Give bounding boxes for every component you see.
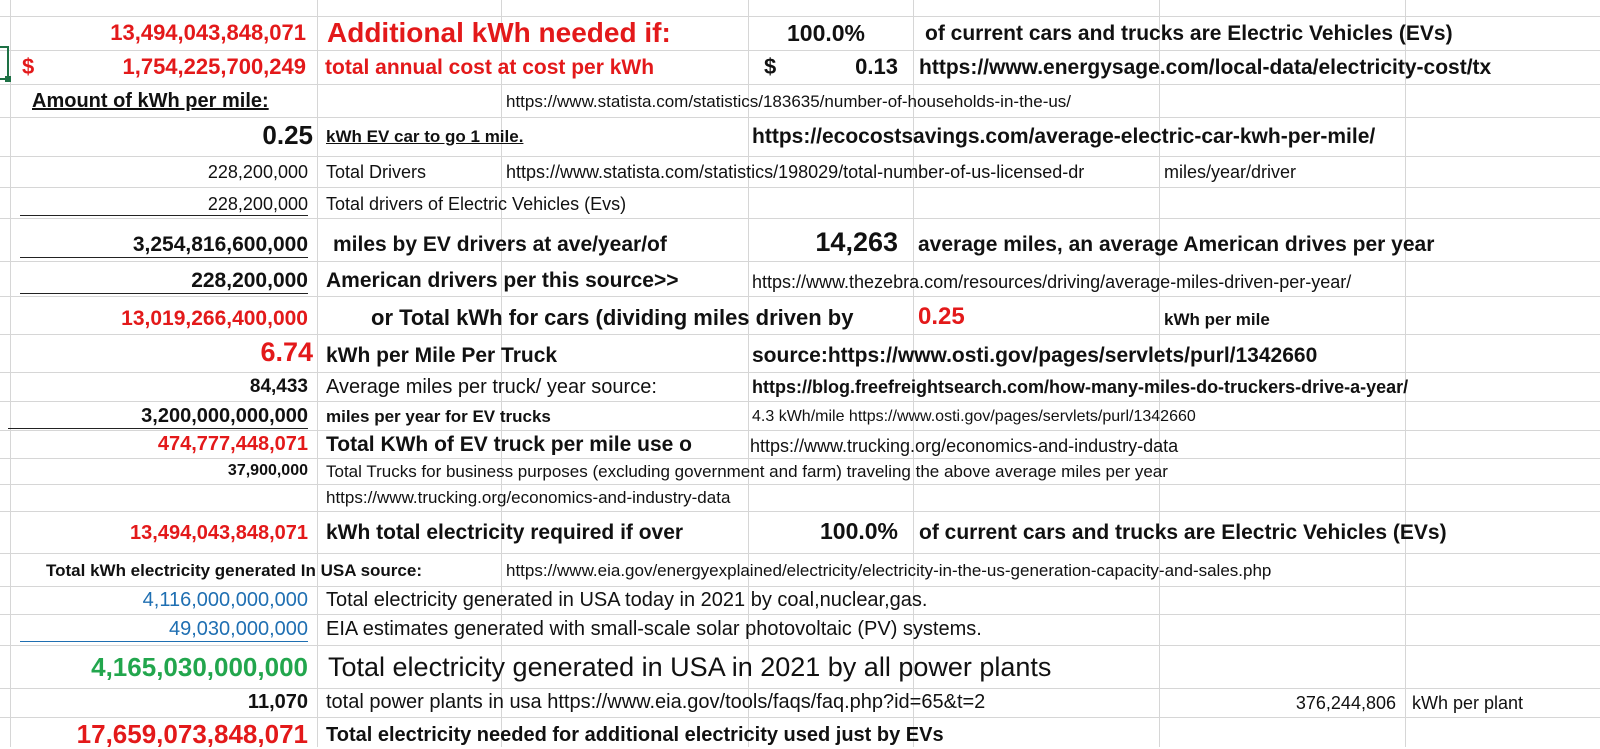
cell-underline xyxy=(20,215,308,216)
cell-annual-cost-value[interactable]: 1,754,225,700,249 xyxy=(122,54,306,79)
cell-miles-per-year-driver[interactable]: miles/year/driver xyxy=(1164,162,1297,182)
cell-kwh-per-mile-unit[interactable]: kWh per mile xyxy=(1164,310,1270,329)
cell-additional-kwh-value[interactable]: 13,494,043,848,071 xyxy=(110,20,306,45)
cell-underline xyxy=(20,293,308,294)
row-divider xyxy=(0,430,1600,431)
cell-trucking-url-2[interactable]: https://www.trucking.org/economics-and-industry-data xyxy=(326,488,731,507)
cell-total-trucks-value[interactable]: 37,900,000 xyxy=(227,462,308,479)
cell-american-drivers-label[interactable]: American drivers per this source>> xyxy=(326,269,679,292)
row-divider xyxy=(0,614,1600,615)
row-divider xyxy=(0,218,1600,219)
cell-kwh-per-plant-value[interactable]: 376,244,806 xyxy=(1295,693,1396,713)
active-cell-border[interactable] xyxy=(0,46,9,80)
fill-handle[interactable] xyxy=(5,76,11,82)
cell-kwh-ev-car-value[interactable]: 0.25 xyxy=(262,120,313,150)
cell-ev-truck-miles-label[interactable]: miles per year for EV trucks xyxy=(326,407,551,426)
row-divider xyxy=(0,117,1600,118)
cell-ev-truck-kwh-label[interactable]: Total KWh of EV truck per mile use o xyxy=(326,434,692,455)
row-divider xyxy=(0,156,1600,157)
cell-kwh-per-truck-label[interactable]: kWh per Mile Per Truck xyxy=(326,344,558,367)
cell-currency-symbol-2[interactable]: $ xyxy=(764,54,777,79)
cell-kwh-per-truck-value[interactable]: 6.74 xyxy=(260,337,313,367)
cell-power-plants-text[interactable]: total power plants in usa https://www.eia.gov/tools/faqs/faq.php?id=65&t=2 xyxy=(326,691,986,713)
cell-underline xyxy=(20,641,308,642)
column-divider xyxy=(317,0,318,747)
cell-power-plants-value[interactable]: 11,070 xyxy=(247,691,308,713)
cell-freefreightsearch-url[interactable]: https://blog.freefreightsearch.com/how-many-miles-do-truckers-drive-a-year/ xyxy=(752,377,1409,397)
cell-osti-note[interactable]: 4.3 kWh/mile https://www.osti.gov/pages/servlets/purl/1342660 xyxy=(752,408,1196,425)
row-divider xyxy=(0,84,1600,85)
cell-total-generated-value[interactable]: 4,165,030,000,000 xyxy=(91,652,308,682)
cell-currency-symbol[interactable]: $ xyxy=(22,54,35,79)
cell-kwh-ev-car-label[interactable]: kWh EV car to go 1 mile. xyxy=(326,127,524,146)
cell-generated-coal-nuclear-gas-text[interactable]: Total electricity generated in USA today in 2021 by coal,nuclear,gas. xyxy=(326,589,928,611)
cell-ev-miles-label[interactable]: miles by EV drivers at ave/year/of xyxy=(333,233,667,256)
cell-annual-cost-label[interactable]: total annual cost at cost per kWh xyxy=(325,56,655,79)
row-divider xyxy=(0,458,1600,459)
cell-total-needed-value[interactable]: 17,659,073,848,071 xyxy=(76,719,308,749)
cell-statista-households-url[interactable]: https://www.statista.com/statistics/183635/number-of-households-in-the-us/ xyxy=(506,92,1072,111)
row-divider xyxy=(0,688,1600,689)
cell-underline xyxy=(8,428,308,429)
cell-miles-per-truck-label[interactable]: Average miles per truck/ year source: xyxy=(326,376,657,398)
row-divider xyxy=(0,50,1600,51)
row-divider xyxy=(0,261,1600,262)
row-divider xyxy=(0,296,1600,297)
cell-ev-truck-kwh-value[interactable]: 474,777,448,071 xyxy=(157,433,308,455)
cell-ev-truck-miles-value[interactable]: 3,200,000,000,000 xyxy=(141,405,308,427)
row-divider xyxy=(0,187,1600,188)
row-divider xyxy=(0,372,1600,373)
cell-ev-miles-value[interactable]: 3,254,816,600,000 xyxy=(132,233,308,256)
cell-total-drivers-value[interactable]: 228,200,000 xyxy=(207,162,308,182)
cell-ecocostsavings-url[interactable]: https://ecocostsavings.com/average-electric-car-kwh-per-mile/ xyxy=(752,125,1376,148)
row-divider xyxy=(0,401,1600,402)
cell-total-drivers-label[interactable]: Total Drivers xyxy=(326,162,427,182)
row-divider xyxy=(0,645,1600,646)
cell-percent-evs-2[interactable]: 100.0% xyxy=(820,518,899,544)
row-divider xyxy=(0,717,1600,718)
row-divider xyxy=(0,484,1600,485)
cell-total-kwh-cars-value[interactable]: 13,019,266,400,000 xyxy=(121,307,308,330)
cell-solar-pv-value[interactable]: 49,030,000,000 xyxy=(168,618,308,640)
cell-thezebra-url[interactable]: https://www.thezebra.com/resources/driving/average-miles-driven-per-year/ xyxy=(752,272,1352,292)
cell-evs-text[interactable]: of current cars and trucks are Electric Vehicles (EVs) xyxy=(925,22,1453,45)
cell-total-trucks-text[interactable]: Total Trucks for business purposes (excluding government and farm) traveling the above average miles per year xyxy=(326,462,1168,481)
cell-total-generated-text[interactable]: Total electricity generated in USA in 2021 by all power plants xyxy=(328,652,1052,682)
cell-american-drivers-value[interactable]: 228,200,000 xyxy=(191,269,308,292)
cell-eia-source-label[interactable]: Total kWh electricity generated In USA source: xyxy=(46,561,422,580)
row-divider xyxy=(0,16,1600,17)
cell-ev-drivers-label[interactable]: Total drivers of Electric Vehicles (Evs) xyxy=(326,194,627,214)
cell-generated-coal-nuclear-gas-value[interactable]: 4,116,000,000,000 xyxy=(142,589,308,611)
cell-underline xyxy=(20,257,308,258)
cell-total-kwh-cars-label[interactable]: or Total kWh for cars (dividing miles driven by xyxy=(371,305,854,330)
cell-evs-text-2[interactable]: of current cars and trucks are Electric Vehicles (EVs) xyxy=(919,521,1447,544)
cell-osti-source[interactable]: source:https://www.osti.gov/pages/servlets/purl/1342660 xyxy=(752,344,1318,367)
cell-total-required-label[interactable]: kWh total electricity required if over xyxy=(326,521,684,544)
cell-miles-per-truck-value[interactable]: 84,433 xyxy=(249,376,308,397)
cell-eia-url[interactable]: https://www.eia.gov/energyexplained/electricity/electricity-in-the-us-generation-capacity-and-sales.php xyxy=(506,561,1272,580)
cell-energysage-url[interactable]: https://www.energysage.com/local-data/electricity-cost/tx xyxy=(919,56,1492,79)
column-divider xyxy=(1159,0,1160,747)
cell-total-required-value[interactable]: 13,494,043,848,071 xyxy=(130,522,308,544)
cell-kwh-per-mile-factor[interactable]: 0.25 xyxy=(918,303,965,330)
row-divider xyxy=(0,586,1600,587)
row-divider xyxy=(0,334,1600,335)
cell-kwh-per-mile-header[interactable]: Amount of kWh per mile: xyxy=(32,90,269,112)
cell-statista-drivers-url[interactable]: https://www.statista.com/statistics/198029/total-number-of-us-licensed-dr xyxy=(506,163,1085,181)
cell-total-needed-text[interactable]: Total electricity needed for additional electricity used just by EVs xyxy=(326,724,944,746)
row-divider xyxy=(0,553,1600,554)
cell-average-miles-value[interactable]: 14,263 xyxy=(815,227,898,257)
cell-cost-per-kwh[interactable]: 0.13 xyxy=(855,54,898,79)
cell-trucking-url[interactable]: https://www.trucking.org/economics-and-industry-data xyxy=(750,436,1179,456)
row-divider xyxy=(0,511,1600,512)
column-divider xyxy=(10,0,11,747)
cell-average-miles-text[interactable]: average miles, an average American drives per year xyxy=(918,233,1435,256)
column-divider xyxy=(1405,0,1406,747)
cell-solar-pv-text[interactable]: EIA estimates generated with small-scale solar photovoltaic (PV) systems. xyxy=(326,618,982,640)
cell-kwh-per-plant-unit[interactable]: kWh per plant xyxy=(1412,693,1524,713)
cell-percent-evs[interactable]: 100.0% xyxy=(787,20,866,46)
cell-additional-kwh-label[interactable]: Additional kWh needed if: xyxy=(327,17,671,48)
cell-ev-drivers-value[interactable]: 228,200,000 xyxy=(207,194,308,214)
